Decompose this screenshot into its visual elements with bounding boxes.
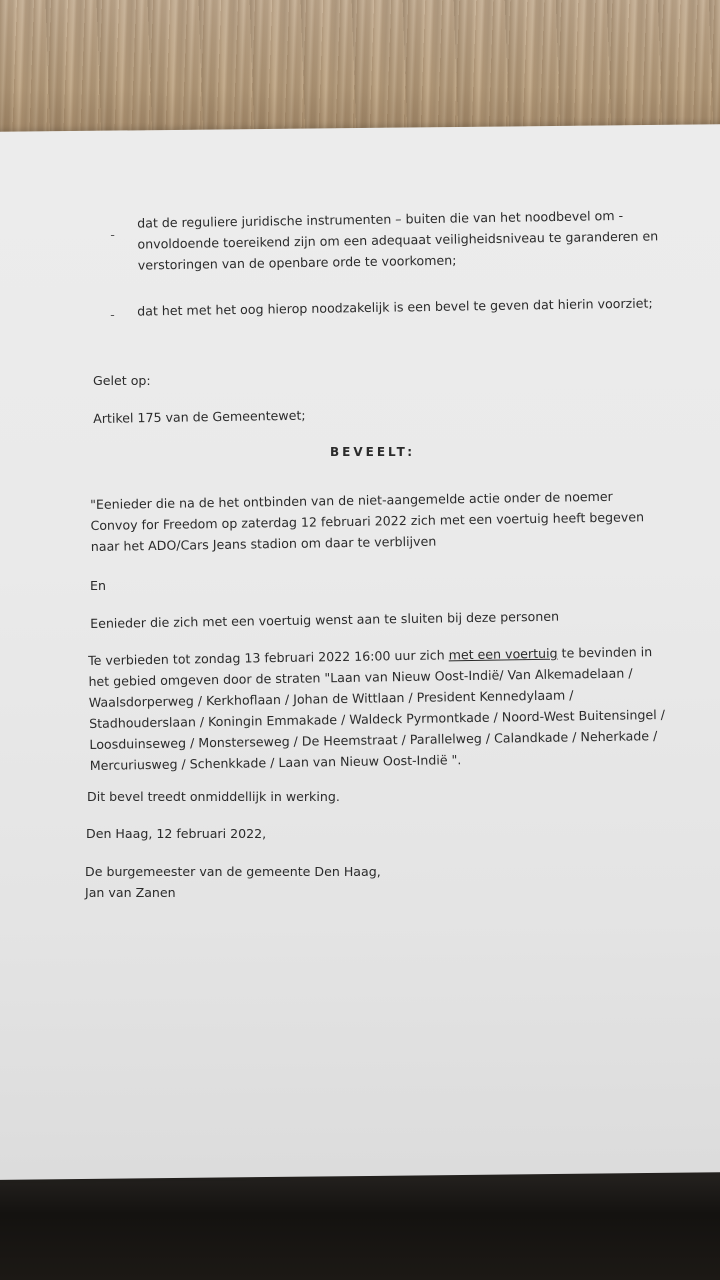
signatory-role: De burgemeester van de gemeente Den Haag,: [85, 864, 381, 879]
order-paragraph-2: Eenieder die zich met een voertuig wenst aan te sluiten bij deze personen: [90, 608, 560, 631]
bullet-item-1: [110, 204, 670, 273]
gelet-op-label: Gelet op:: [93, 373, 151, 388]
bullet-text: dat de reguliere juridische instrumenten – buiten die van het noodbevel om - onvoldoende toereikend zijn om een adequaat veiligheidsniveau te garanderen en verstoringen van de openbare orde te voorkomen;: [137, 207, 659, 273]
conjunction-en: En: [90, 578, 106, 593]
section-heading: BEVEELT:: [330, 445, 416, 459]
order-paragraph-3: [88, 641, 670, 776]
bullet-dash: -: [110, 226, 116, 242]
area-streets-text: te bevinden in het gebied omgeven door de straten "Laan van Nieuw Oost-Indië/ Van Alkemadelaan / Waalsdorperweg / Kerkhoflaan / Johan de Wittlaan / President Kennedylaam / Stadhouderslaan / Koningin Emmakade / Waldeck Pyrmontkade / Noord-West Buitensingel / Loosduinseweg / Monsterseweg / De Heemstraat / Parallelweg / Calandkade / Neherkade / Mercuriusweg / Schenkkade / Laan van Nieuw Oost-Indië ".: [88, 644, 666, 773]
legal-basis: Artikel 175 van de Gemeentewet;: [93, 407, 306, 426]
bullet-text: dat het met het oog hierop noodzakelijk is een bevel te geven dat hierin voorziet;: [137, 295, 653, 319]
order-paragraph-1: "Eenieder die na de het ontbinden van de niet-aangemelde actie onder de noemer Convoy for Freedom op zaterdag 12 februari 2022 zich met een voertuig heeft begeven naar het ADO/Cars Jeans stadion om daar te verblijven: [90, 488, 645, 554]
signatory-name: Jan van Zanen: [85, 885, 176, 900]
place-and-date: Den Haag, 12 februari 2022,: [86, 826, 267, 841]
bullet-item-2: [110, 292, 670, 322]
effective-statement: Dit bevel treedt onmiddellijk in werking.: [87, 789, 340, 804]
bullet-dash: -: [110, 306, 115, 322]
prohibition-text: Te verbieden tot zondag 13 februari 2022 16:00 uur zich: [88, 647, 449, 668]
underlined-phrase: met een voertuig: [448, 645, 558, 663]
